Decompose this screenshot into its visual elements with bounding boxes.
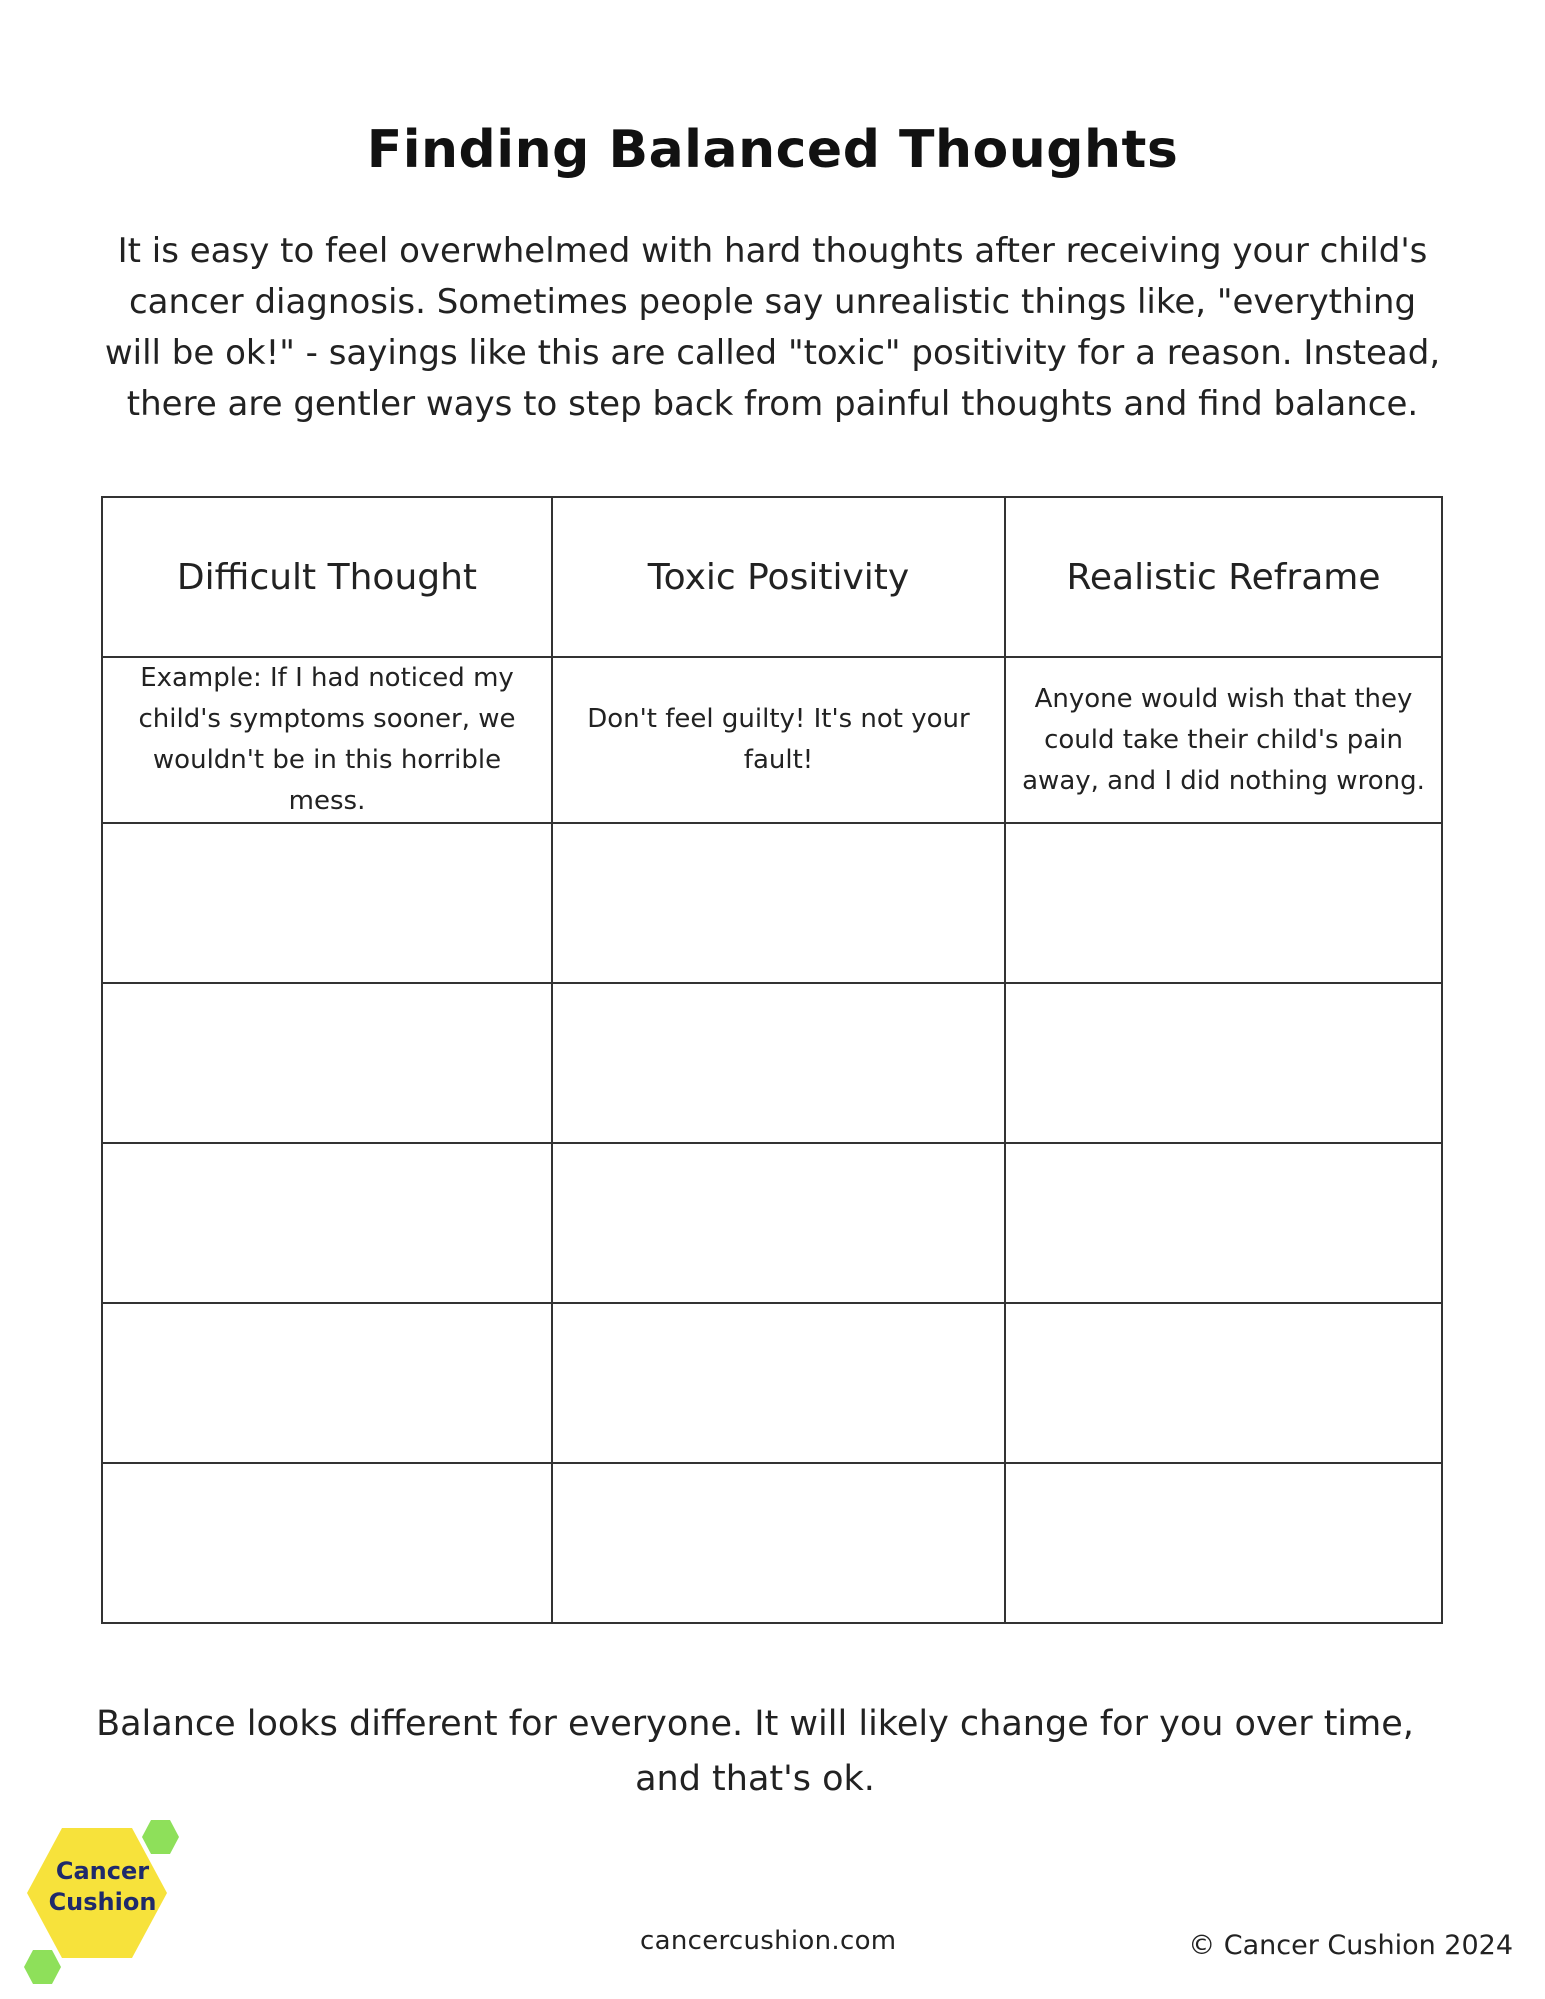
closing-paragraph	[95, 1697, 1415, 1807]
table-row	[102, 1303, 1442, 1463]
blank-realistic-reframe-cell[interactable]	[1005, 1143, 1442, 1303]
logo-text-line: Cancer	[55, 1857, 150, 1885]
cell-line: Anyone would wish that they	[1034, 683, 1413, 714]
blank-toxic-positivity-cell[interactable]	[552, 983, 1005, 1143]
cell-line: wouldn't be in this horrible mess.	[152, 745, 502, 816]
table-row	[102, 1463, 1442, 1623]
blank-toxic-positivity-cell[interactable]	[552, 823, 1005, 983]
cell-line: child's symptoms sooner, we	[138, 704, 516, 734]
blank-toxic-positivity-cell[interactable]	[552, 1143, 1005, 1303]
column-header-realistic-reframe: Realistic Reframe	[1005, 497, 1442, 657]
copyright-notice: © Cancer Cushion 2024	[1188, 1930, 1513, 1961]
blank-difficult-thought-cell[interactable]	[102, 823, 552, 983]
page-title: Finding Balanced Thoughts	[366, 120, 1179, 180]
cell-line: away, and I did nothing wrong.	[1022, 765, 1425, 796]
blank-realistic-reframe-cell[interactable]	[1005, 823, 1442, 983]
example-toxic-positivity-cell	[552, 657, 1005, 823]
cell-line: could take their child's pain	[1044, 724, 1403, 755]
intro-line: It is easy to feel overwhelmed with hard thoughts after receiving your child's	[117, 231, 1428, 271]
cell-line: Don't feel guilty! It's not your	[587, 704, 970, 734]
blank-toxic-positivity-cell[interactable]	[552, 1303, 1005, 1463]
blank-difficult-thought-cell[interactable]	[102, 983, 552, 1143]
closing-line: Balance looks different for everyone. It will likely change for you over time,	[96, 1704, 1414, 1744]
table-header-row	[102, 497, 1442, 657]
blank-difficult-thought-cell[interactable]	[102, 1303, 552, 1463]
intro-line: cancer diagnosis. Sometimes people say unrealistic things like, "everything	[128, 282, 1417, 322]
blank-difficult-thought-cell[interactable]	[102, 1463, 552, 1623]
logo-hexagon-green-bottom	[24, 1950, 61, 1984]
intro-paragraph	[90, 226, 1455, 430]
intro-line: will be ok!" - sayings like this are called "toxic" positivity for a reason. Instead,	[104, 333, 1441, 373]
example-realistic-reframe-cell	[1005, 657, 1442, 823]
logo-wordmark	[30, 1856, 175, 1918]
column-header-difficult-thought: Difficult Thought	[102, 497, 552, 657]
website-link[interactable]: cancercushion.com	[640, 1926, 897, 1956]
blank-toxic-positivity-cell[interactable]	[552, 1463, 1005, 1623]
blank-difficult-thought-cell[interactable]	[102, 1143, 552, 1303]
blank-realistic-reframe-cell[interactable]	[1005, 1463, 1442, 1623]
logo-text-line: Cushion	[48, 1888, 157, 1916]
cell-line: fault!	[743, 745, 814, 775]
closing-line: and that's ok.	[635, 1759, 875, 1799]
cell-line: Example: If I had noticed my	[140, 663, 514, 693]
table-row	[102, 983, 1442, 1143]
intro-line: there are gentler ways to step back from painful thoughts and find balance.	[126, 384, 1419, 424]
example-difficult-thought-cell	[102, 657, 552, 823]
example-row	[102, 657, 1442, 823]
blank-realistic-reframe-cell[interactable]	[1005, 1303, 1442, 1463]
balanced-thoughts-table	[101, 496, 1443, 1624]
column-header-toxic-positivity: Toxic Positivity	[552, 497, 1005, 657]
table-row	[102, 1143, 1442, 1303]
table-row	[102, 823, 1442, 983]
logo-hexagon-green-top	[142, 1820, 179, 1854]
blank-realistic-reframe-cell[interactable]	[1005, 983, 1442, 1143]
